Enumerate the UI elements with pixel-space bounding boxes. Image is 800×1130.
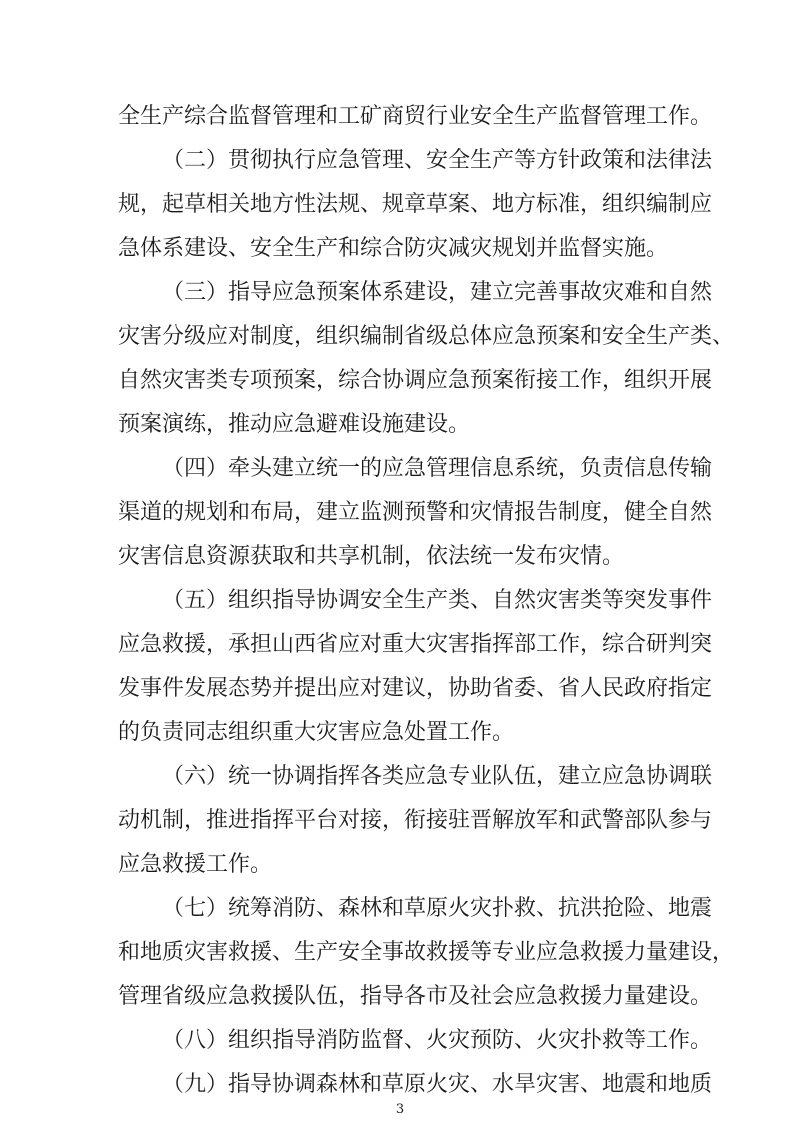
text-line: 灾害分级应对制度，组织编制省级总体应急预案和安全生产类、 [118,324,735,349]
text-line: （六）统一协调指挥各类应急专业队伍，建立应急协调联 [162,764,713,789]
text-line: （二）贯彻执行应急管理、安全生产等方针政策和法律法 [162,148,713,173]
text-line: 急体系建设、安全生产和综合防灾减灾规划并监督实施。 [118,236,669,261]
text-line: 预案演练，推动应急避难设施建设。 [118,412,471,437]
text-line: （五）组织指导协调安全生产类、自然灾害类等突发事件 [162,588,713,613]
text-line: 渠道的规划和布局，建立监测预警和灾情报告制度，健全自然 [118,500,713,525]
text-line: 发事件发展态势并提出应对建议，协助省委、省人民政府指定 [118,676,713,701]
text-line: 动机制，推进指挥平台对接，衔接驻晋解放军和武警部队参与 [118,808,713,833]
text-line: 应急救援，承担山西省应对重大灾害指挥部工作，综合研判突 [118,632,713,657]
text-line: 的负责同志组织重大灾害应急处置工作。 [118,720,515,745]
text-line: 和地质灾害救援、生产安全事故救援等专业应急救援力量建设， [118,940,735,965]
text-line: （七）统筹消防、森林和草原火灾扑救、抗洪抢险、地震 [162,896,713,921]
text-line: （八）组织指导消防监督、火灾预防、火灾扑救等工作。 [162,1028,713,1053]
text-line: 管理省级应急救援队伍，指导各市及社会应急救援力量建设。 [118,984,713,1009]
text-line: 全生产综合监督管理和工矿商贸行业安全生产监督管理工作。 [118,104,713,129]
text-line: （三）指导应急预案体系建设，建立完善事故灾难和自然 [162,280,713,305]
text-line: （九）指导协调森林和草原火灾、水旱灾害、地震和地质 [162,1072,713,1097]
text-line: 灾害信息资源获取和共享机制，依法统一发布灾情。 [118,544,625,569]
text-line: （四）牵头建立统一的应急管理信息系统，负责信息传输 [162,456,713,481]
text-line: 自然灾害类专项预案，综合协调应急预案衔接工作，组织开展 [118,368,713,393]
page-number: 3 [395,1102,405,1117]
text-line: 规，起草相关地方性法规、规章草案、地方标准，组织编制应 [118,192,713,217]
text-line: 应急救援工作。 [118,852,273,877]
